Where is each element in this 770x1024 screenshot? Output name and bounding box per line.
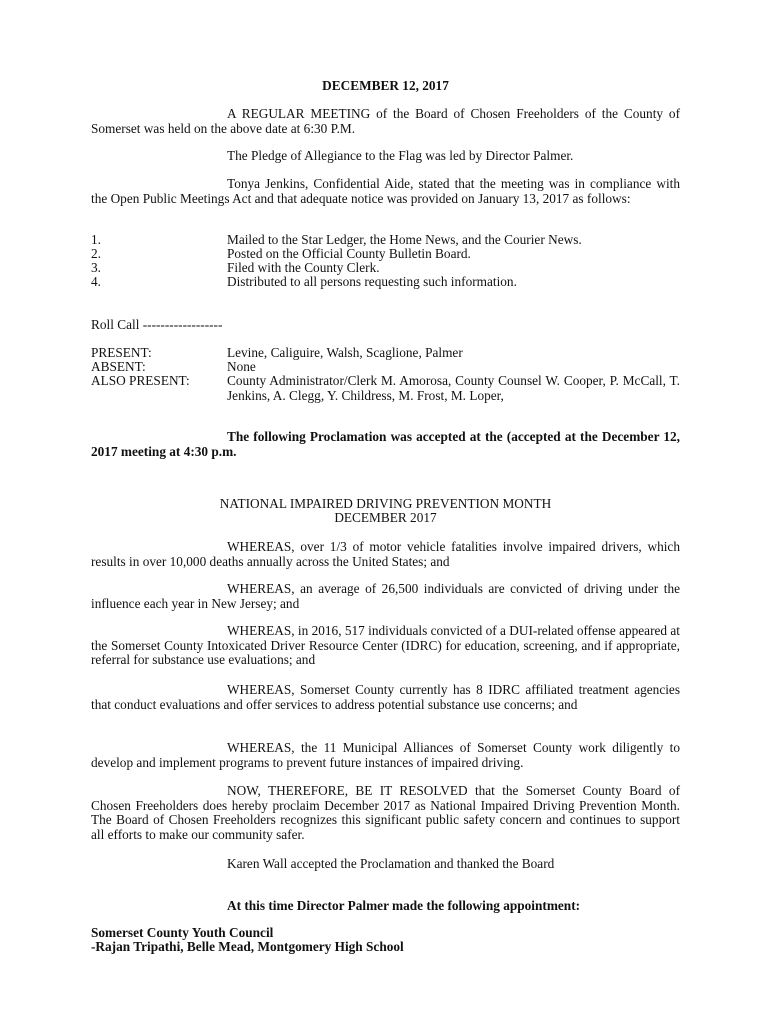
list-item-text: Mailed to the Star Ledger, the Home News, and the Courier News. <box>227 232 582 247</box>
list-item-text: Filed with the County Clerk. <box>227 260 380 275</box>
also-present-label: ALSO PRESENT: <box>91 373 190 388</box>
pledge-paragraph: The Pledge of Allegiance to the Flag was led by Director Palmer. <box>227 148 574 163</box>
resolved-paragraph: NOW, THEREFORE, BE IT RESOLVED that the Somerset County Board of Chosen Freeholders does hereby proclaim December 2017 as National Impaired Driving Prevention Month. The Board of Chosen Freeholders recognizes this significant public safety concern and continues to support all efforts to make our community safer. <box>91 783 680 842</box>
present-label: PRESENT: <box>91 345 152 360</box>
roll-call-heading: Roll Call ------------------ <box>91 317 223 332</box>
also-present-value: County Administrator/Clerk M. Amorosa, County Counsel W. Cooper, P. McCall, T. Jenkins, A. Clegg, Y. Childress, M. Frost, M. Loper, <box>227 373 680 403</box>
present-value: Levine, Caliguire, Walsh, Scaglione, Palmer <box>227 345 463 360</box>
absent-value: None <box>227 359 256 374</box>
date-heading: DECEMBER 12, 2017 <box>322 78 449 93</box>
list-item <box>91 247 680 262</box>
list-item-number: 2. <box>91 246 101 261</box>
whereas-paragraph-1: WHEREAS, over 1/3 of motor vehicle fatalities involve impaired drivers, which results in over 10,000 deaths annually across the United States; and <box>91 539 680 569</box>
list-item-text: Distributed to all persons requesting such information. <box>227 274 517 289</box>
list-item-number: 1. <box>91 232 101 247</box>
proclamation-intro: The following Proclamation was accepted at the (accepted at the December 12, 2017 meeting at 4:30 p.m. <box>91 429 680 459</box>
whereas-paragraph-4: WHEREAS, Somerset County currently has 8 IDRC affiliated treatment agencies that conduct evaluations and offer services to address potential substance use concerns; and <box>91 682 680 712</box>
whereas-paragraph-5: WHEREAS, the 11 Municipal Alliances of Somerset County work diligently to develop and implement programs to prevent future instances of impaired driving. <box>91 740 680 770</box>
meeting-paragraph: A REGULAR MEETING of the Board of Chosen Freeholders of the County of Somerset was held on the above date at 6:30 P.M. <box>91 106 680 136</box>
acceptance-paragraph: Karen Wall accepted the Proclamation and thanked the Board <box>227 856 555 871</box>
proclamation-title: NATIONAL IMPAIRED DRIVING PREVENTION MONTH <box>219 496 552 511</box>
list-item <box>91 275 680 290</box>
whereas-paragraph-2: WHEREAS, an average of 26,500 individuals are convicted of driving under the influence each year in New Jersey; and <box>91 581 680 611</box>
whereas-paragraph-3: WHEREAS, in 2016, 517 individuals convicted of a DUI-related offense appeared at the Somerset County Intoxicated Driver Resource Center (IDRC) for education, screening, and if appropriate, referral for substance use evaluations; and <box>91 623 680 668</box>
youth-council-heading: Somerset County Youth Council <box>91 925 274 940</box>
appointment-intro: At this time Director Palmer made the following appointment: <box>227 898 581 913</box>
compliance-paragraph: Tonya Jenkins, Confidential Aide, stated that the meeting was in compliance with the Open Public Meetings Act and that adequate notice was provided on January 13, 2017 as follows: <box>91 176 680 206</box>
list-item-text: Posted on the Official County Bulletin Board. <box>227 246 471 261</box>
appointee-line: -Rajan Tripathi, Belle Mead, Montgomery High School <box>91 939 404 954</box>
list-item-number: 4. <box>91 274 101 289</box>
proclamation-subtitle: DECEMBER 2017 <box>334 510 437 525</box>
list-item-number: 3. <box>91 260 101 275</box>
document-page <box>91 0 680 1024</box>
absent-label: ABSENT: <box>91 359 146 374</box>
